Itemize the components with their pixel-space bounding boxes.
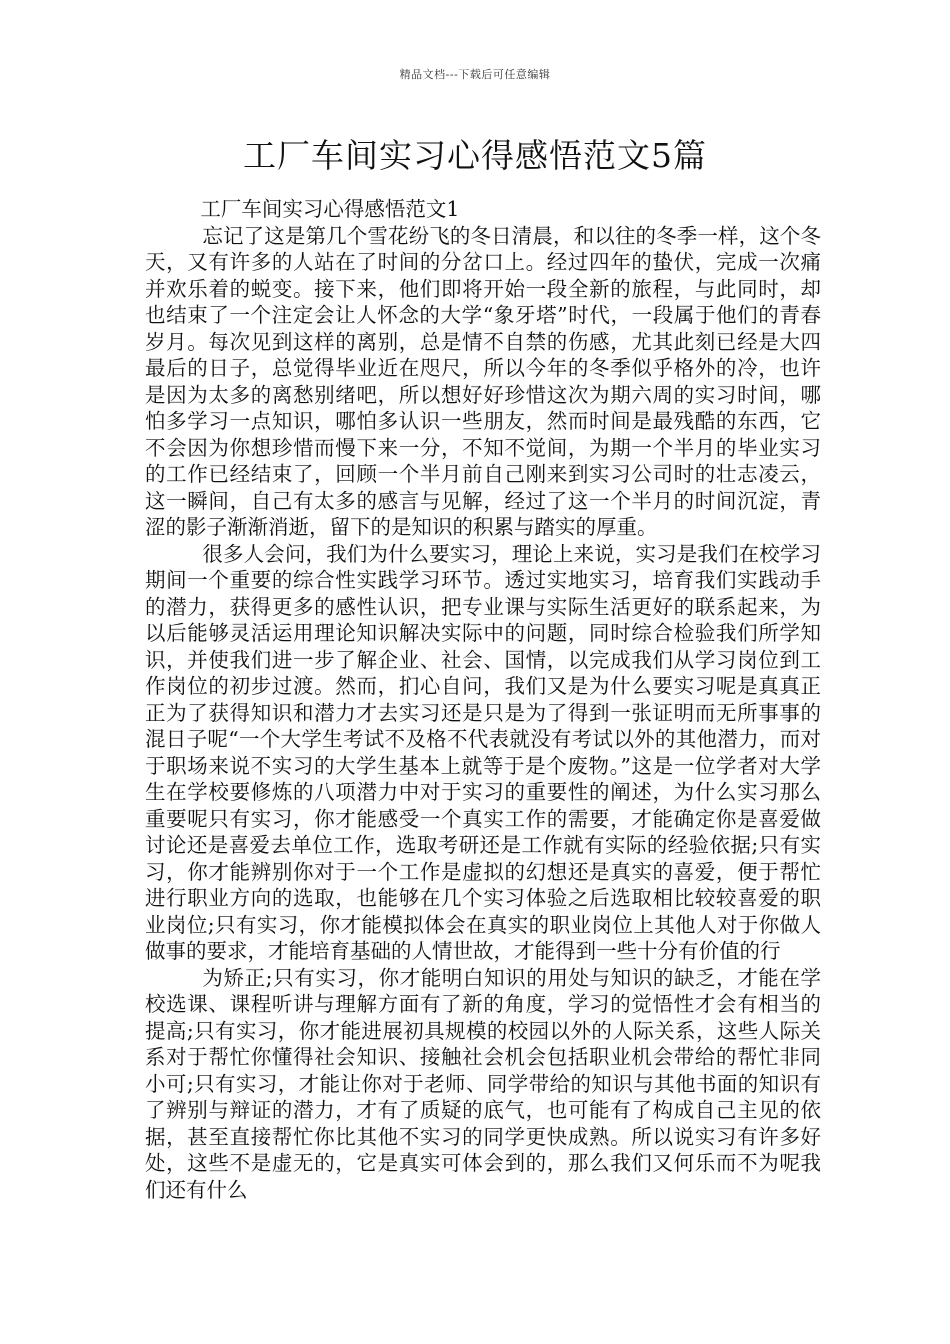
paragraph-1: 忘记了这是第几个雪花纷飞的冬日清晨，和以往的冬季一样，这个冬天，又有许多的人站在了时间的分岔口上。经过四年的蛰伏，完成一次痛并欢乐着的蜕变。接下来，他们即将开始一段全新的旅程，与此同时，却也结束了一个注定会让人怀念的大学“象牙塔”时代，一段属于他们的青春岁月。每次见到这样的离别，总是情不自禁的伤感，尤其此刻已经是大四最后的日子，总觉得毕业近在咫尺，所以今年的冬季似乎格外的冷，也许是因为太多的离愁别绪吧，所以想好好珍惜这次为期六周的实习时间，哪怕多学习一点知识，哪怕多认识一些朋友，然而时间是最残酷的东西，它不会因为你想珍惜而慢下来一分，不知不觉间，为期一个半月的毕业实习的工作已经结束了，回顾一个半月前自己刚来到实习公司时的壮志凌云，这一瞬间，自己有太多的感言与见解，经过了这一个半月的时间沉淀，青涩的影子渐渐消逝，留下的是知识的积累与踏实的厚重。 (145, 223, 821, 539)
header-note: 精品文档---下载后可任意编辑 (399, 68, 551, 81)
paragraph-2: 很多人会问，我们为什么要实习，理论上来说，实习是我们在校学习期间一个重要的综合性实践学习环节。透过实地实习，培育我们实践动手的潜力，获得更多的感性认识，把专业课与实际生活更好的联系起来，为以后能够灵活运用理论知识解决实际中的问题，同时综合检验我们所学知识，并使我们进一步了解企业、社会、国情，以完成我们从学习岗位到工作岗位的初步过渡。然而，扪心自问，我们又是为什么要实习呢是真真正正为了获得知识和潜力才去实习还是只是为了得到一张证明而无所事事的混日子呢“一个大学生考试不及格不代表就没有考试以外的其他潜力，而对于职场来说不实习的大学生基本上就等于是个废物。”这是一位学者对大学生在学校要修炼的八项潜力中对于实习的重要性的阐述，为什么实习那么重要呢只有实习，你才能感受一个真实工作的需要，才能确定你是喜爱做讨论还是喜爱去单位工作，选取考研还是工作就有实际的经验依据;只有实习，你才能辨别你对于一个工作是虚拟的幻想还是真实的喜爱，便于帮忙进行职业方向的选取，也能够在几个实习体验之后选取相比较较喜爱的职业岗位;只有实习，你才能模拟体会在真实的职业岗位上其他人对于你做人做事的要求，才能培育基础的人情世故，才能得到一些十分有价值的行 (145, 541, 821, 963)
section-heading: 工厂车间实习心得感悟范文1 (200, 197, 460, 221)
document-body (145, 196, 821, 1203)
document-title: 工厂车间实习心得感悟范文5篇 (243, 136, 707, 175)
paragraph-3: 为矫正;只有实习，你才能明白知识的用处与知识的缺乏，才能在学校选课、课程听讲与理解方面有了新的角度，学习的觉悟性才会有相当的提高;只有实习，你才能进展初具规模的校园以外的人际关系，这些人际关系对于帮忙你懂得社会知识、接触社会机会包括职业机会带给的帮忙非同小可;只有实习，才能让你对于老师、同学带给的知识与其他书面的知识有了辨别与辩证的潜力，才有了质疑的底气，也可能有了构成自己主见的依据，甚至直接帮忙你比其他不实习的同学更快成熟。所以说实习有许多好处，这些不是虚无的，它是真实可体会到的，那么我们又何乐而不为呢我们还有什么 (145, 965, 821, 1202)
